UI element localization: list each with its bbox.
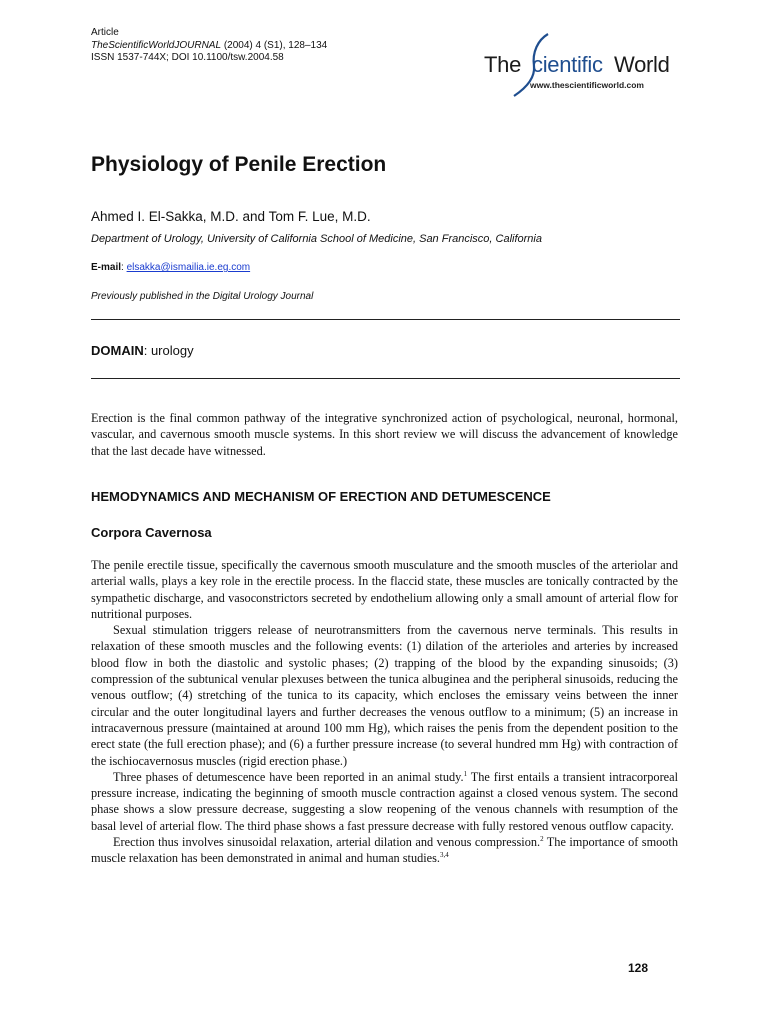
email-label: E-mail [91,262,122,273]
paragraph-3-text-b: The first entails a transient intracorporeal pressure increase, indicating the beginning of smooth muscle contraction against a closed venous system. The second phase shows a slow pressure decrease, suggesting a slow reopening of the venous channels with resumption of the basal level of arterial flow. The third phase shows a fast pressure decrease with fully restored venous outflow capacity. [91,769,678,833]
citation-details: (2004) 4 (S1), 128–134 [221,39,328,51]
paragraph-3 [91,769,678,834]
logo-word-the: The [484,52,522,77]
paragraph-3-text-a: Three phases of detumescence have been reported in an animal study. [113,769,464,784]
journal-logo [482,30,672,102]
abstract: Erection is the final common pathway of the integrative synchronized action of psychological, neuronal, hormonal, vascular, and cavernous smooth muscle systems. In this short review we will discuss the advancement of knowledge that the last decade have witnessed. [91,411,678,458]
previous-publication-note: Previously published in the Digital Urology Journal [91,291,314,302]
paragraph-4 [91,834,678,867]
citation-ref-3-4: 3,4 [440,851,449,860]
email-link[interactable]: elsakka@ismailia.ie.eg.com [126,262,251,273]
domain-label: DOMAIN [91,343,144,358]
article-label: Article [91,27,119,38]
journal-citation [91,40,327,53]
journal-header [91,27,327,65]
author-affiliation: Department of Urology, University of California School of Medicine, San Francisco, California [91,233,542,245]
citation-ref-1: 1 [463,769,468,778]
paper-title: Physiology of Penile Erection [91,153,387,176]
issn-doi: ISSN 1537-744X; DOI 10.1100/tsw.2004.58 [91,52,284,63]
body-text [91,557,678,867]
journal-name: TheScientificWorldJOURNAL [91,39,222,51]
domain-line [91,343,194,358]
divider-bottom [91,378,680,379]
logo-word-scientific: cientific [532,52,603,77]
divider-top [91,319,680,320]
paragraph-2: Sexual stimulation triggers release of neurotransmitters from the cavernous nerve terminals. This results in relaxation of these smooth muscles and the following events: (1) dilation of the arterioles and arteries by increased blood flow in both the diastolic and systolic phases; (2) trapping of the blood by the expanding sinusoids; (3) compression of the subtunical venular plexuses between the tunica albuginea and the peripheral sinusoids, reducing the venous outflow; (4) stretching of the tunica to its capacity, which encloses the emissary veins between the inner circular and the outer longitudinal layers and further decreases the venous outflow to a minimum; (5) an increase in intracavernous pressure (maintained at around 100 mm Hg), which raises the penis from the dependent position to the erect state (the full erection phase); and (6) a further pressure increase (to several hundred mm Hg) with contraction of the ischiocavernosus muscles (rigid erection phase.) [91,623,678,768]
page-number: 128 [628,961,649,975]
logo-url: www.thescientificworld.com [530,80,644,90]
section-heading: HEMODYNAMICS AND MECHANISM OF ERECTION AND DETUMESCENCE [91,489,551,504]
subsection-heading: Corpora Cavernosa [91,525,212,540]
contact-email-line: E-mail: elsakka@ismailia.ie.eg.com [91,262,251,273]
paragraph-4-text-a: Erection thus involves sinusoidal relaxation, arterial dilation and venous compression. [113,835,541,850]
paragraph-1: The penile erectile tissue, specifically the cavernous smooth musculature and the smooth muscles of the arteriolar and arterial walls, plays a key role in the erectile process. In the flaccid state, these muscles are tonically contracted by the sympathetic discharge, and vasoconstrictors secreted by endothelium allowing only a small amount of arterial flow for nutritional purposes. [91,558,678,621]
paper-authors: Ahmed I. El-Sakka, M.D. and Tom F. Lue, M.D. [91,209,371,224]
paragraph-4-text-b: The importance of smooth muscle relaxation has been demonstrated in animal and human studies. [91,835,678,866]
logo-word-world: World [614,52,670,77]
domain-value: : urology [143,343,194,358]
citation-ref-2: 2 [540,835,544,844]
